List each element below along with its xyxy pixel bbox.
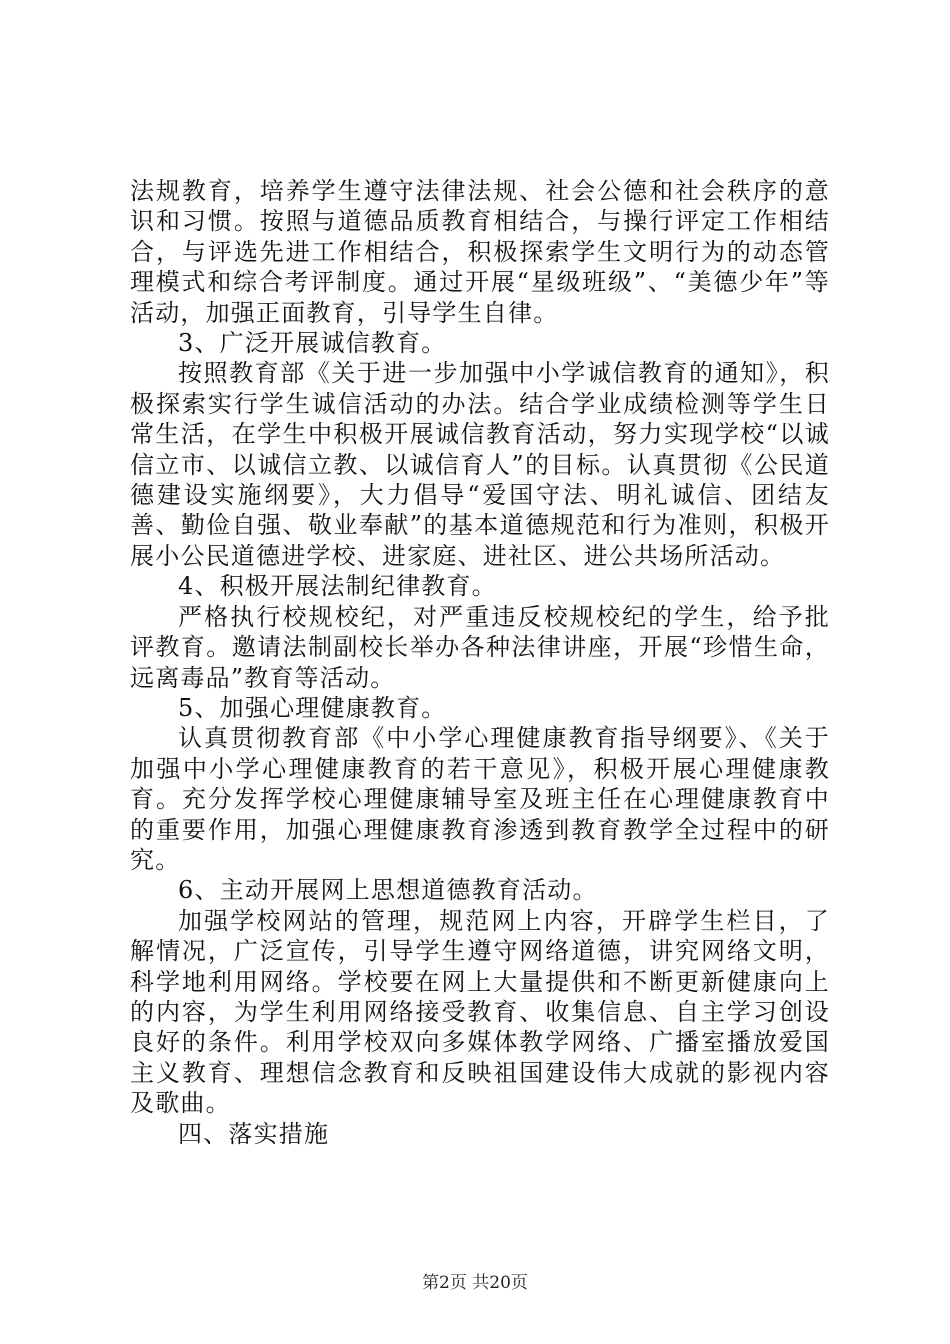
section-heading-measures: 四、落实措施: [178, 1119, 330, 1148]
document-body: [130, 176, 830, 1149]
paragraph-integrity: 按照教育部《关于进一步加强中小学诚信教育的通知》，积极探索实行学生诚信活动的办法。结合学业成绩检测等学生日常生活，在学生中积极开展诚信教育活动，努力实现学校“以诚信立市、以诚信立教、以诚信育人”的目标。认真贯彻《公民道德建设实施纲要》，大力倡导“爱国守法、明礼诚信、团结友善、勤俭自强、敬业奉献”的基本道德规范和行为准则，积极开展小公民道德进学校、进家庭、进社区、进公共场所活动。: [130, 359, 830, 570]
paragraph-legal: 严格执行校规校纪，对严重违反校规校纪的学生，给予批评教育。邀请法制副校长举办各种法律讲座，开展“珍惜生命，远离毒品”教育等活动。: [130, 602, 830, 692]
page-number-footer: 第2页 共20页: [422, 1273, 528, 1293]
section-heading-mental-health: 5、加强心理健康教育。: [178, 693, 447, 722]
section-heading-integrity: 3、广泛开展诚信教育。: [178, 329, 447, 358]
paragraph-mental-health: 认真贯彻教育部《中小学心理健康教育指导纲要》、《关于加强中小学心理健康教育的若干意见》，积极开展心理健康教育。充分发挥学校心理健康辅导室及班主任在心理健康教育中的重要作用，加强心理健康教育渗透到教育教学全过程中的研究。: [130, 724, 830, 874]
section-heading-legal: 4、积极开展法制纪律教育。: [178, 572, 497, 601]
paragraph-continuation: 法规教育，培养学生遵守法律法规、社会公德和社会秩序的意识和习惯。按照与道德品质教育相结合，与操行评定工作相结合，与评选先进工作相结合，积极探索学生文明行为的动态管理模式和综合考评制度。通过开展“星级班级”、“美德少年”等活动，加强正面教育，引导学生自律。: [130, 177, 830, 327]
section-heading-online: 6、主动开展网上思想道德教育活动。: [178, 876, 598, 905]
paragraph-online: 加强学校网站的管理，规范网上内容，开辟学生栏目，了解情况，广泛宣传，引导学生遵守网络道德，讲究网络文明，科学地利用网络。学校要在网上大量提供和不断更新健康向上的内容，为学生利用网络接受教育、收集信息、自主学习创设良好的条件。利用学校双向多媒体教学网络、广播室播放爱国主义教育、理想信念教育和反映祖国建设伟大成就的影视内容及歌曲。: [130, 906, 830, 1118]
